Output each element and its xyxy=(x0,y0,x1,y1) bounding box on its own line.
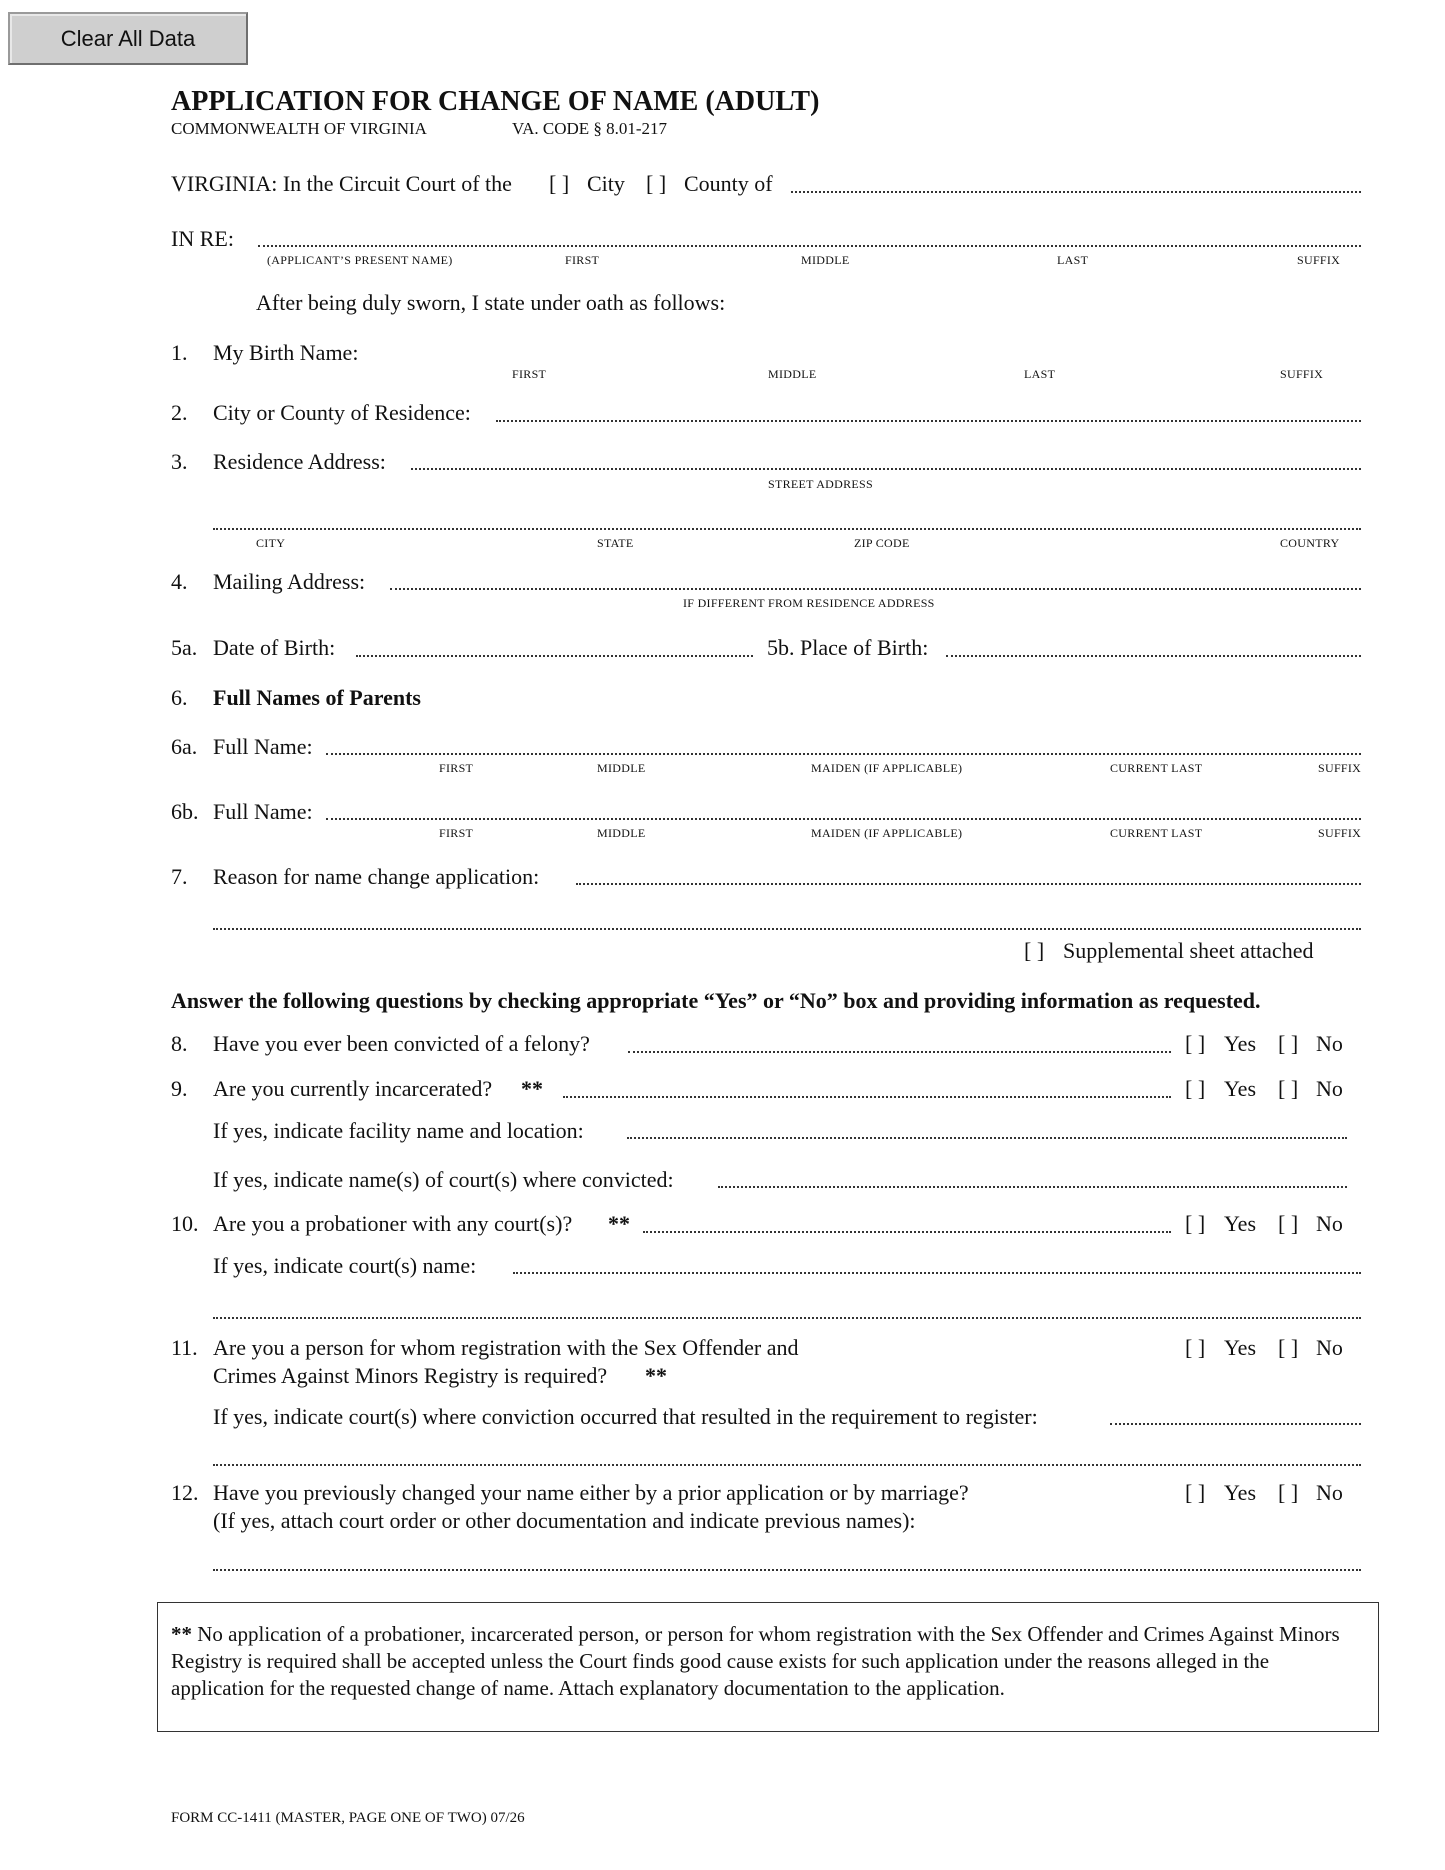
parent-suffix-caption: SUFFIX xyxy=(1318,761,1362,775)
item-number: 12. xyxy=(171,1480,199,1505)
clear-all-data-button[interactable]: Clear All Data xyxy=(8,12,248,65)
street-address-field[interactable] xyxy=(411,468,1361,470)
q11-text-line2: Crimes Against Minors Registry is required? xyxy=(213,1363,608,1388)
form-number: FORM CC-1411 (MASTER, PAGE ONE OF TWO) 07/26 xyxy=(171,1810,525,1826)
q10-courts-field-line2[interactable] xyxy=(213,1317,1361,1319)
parent-a-name-field[interactable] xyxy=(326,753,1361,755)
note-text: No application of a probationer, incarcerated person, or person for whom registration with the Sex Offender and Crimes Against Minors Registry is required shall be accepted unless the Court finds good cause exists for such application under the reasons alleged in the application for the requested change of name. Attach explanatory documentation to the application. xyxy=(171,1622,1340,1700)
eligibility-note xyxy=(171,1621,1366,1702)
q8-yes-label: Yes xyxy=(1224,1031,1257,1056)
q12-text-line2: (If yes, attach court order or other documentation and indicate previous names): xyxy=(213,1508,916,1533)
item-number: 6. xyxy=(171,685,188,710)
birth-middle-caption: MIDDLE xyxy=(768,367,817,381)
instructions: Answer the following questions by checking appropriate “Yes” or “No” box and providing information as requested. xyxy=(171,988,1261,1013)
city-checkbox[interactable]: [ ] xyxy=(549,171,570,196)
q9-asterisks: ** xyxy=(521,1076,543,1101)
item-number: 7. xyxy=(171,864,188,889)
reason-field-line2[interactable] xyxy=(213,928,1361,930)
parent-middle-caption: MIDDLE xyxy=(597,826,646,840)
q10-asterisks: ** xyxy=(608,1211,630,1236)
va-code-label: VA. CODE § 8.01-217 xyxy=(512,119,668,138)
q11-yes-label: Yes xyxy=(1224,1335,1257,1360)
q11-text-line1: Are you a person for whom registration with the Sex Offender and xyxy=(213,1335,799,1360)
parent-first-caption: FIRST xyxy=(439,826,474,840)
q11-courts-field-line2[interactable] xyxy=(213,1464,1361,1466)
item-number: 11. xyxy=(171,1335,198,1360)
item-number: 8. xyxy=(171,1031,188,1056)
in-re-middle-caption: MIDDLE xyxy=(801,253,850,267)
form-title: APPLICATION FOR CHANGE OF NAME (ADULT) xyxy=(171,86,820,117)
in-re-last-caption: LAST xyxy=(1057,253,1089,267)
parent-maiden-caption: MAIDEN (IF APPLICABLE) xyxy=(811,826,963,840)
residence-city-field[interactable] xyxy=(496,420,1361,422)
q11-no-checkbox[interactable]: [ ] xyxy=(1278,1335,1299,1360)
q10-yes-checkbox[interactable]: [ ] xyxy=(1185,1211,1206,1236)
q8-text: Have you ever been convicted of a felony? xyxy=(213,1031,590,1056)
item-number: 2. xyxy=(171,400,188,425)
birth-last-caption: LAST xyxy=(1024,367,1056,381)
q12-text-line1: Have you previously changed your name either by a prior application or by marriage? xyxy=(213,1480,969,1505)
reason-field[interactable] xyxy=(576,883,1361,885)
item-number: 3. xyxy=(171,449,188,474)
q10-courts-label: If yes, indicate court(s) name: xyxy=(213,1253,477,1278)
item-number: 6b. xyxy=(171,799,199,824)
county-checkbox[interactable]: [ ] xyxy=(646,171,667,196)
city-label: City xyxy=(587,171,625,196)
item-number: 5a. xyxy=(171,635,198,660)
oath-statement: After being duly sworn, I state under oath as follows: xyxy=(256,290,726,315)
q9-facility-field[interactable] xyxy=(627,1137,1347,1139)
q9-no-checkbox[interactable]: [ ] xyxy=(1278,1076,1299,1101)
zip-caption: ZIP CODE xyxy=(854,536,910,550)
note-asterisks: ** xyxy=(171,1622,192,1646)
item-number: 4. xyxy=(171,569,188,594)
birth-name-label: My Birth Name: xyxy=(213,340,359,365)
q12-yes-checkbox[interactable]: [ ] xyxy=(1185,1480,1206,1505)
item-number: 1. xyxy=(171,340,188,365)
q8-yes-checkbox[interactable]: [ ] xyxy=(1185,1031,1206,1056)
reason-label: Reason for name change application: xyxy=(213,864,540,889)
present-name-field[interactable] xyxy=(258,245,1361,247)
q8-no-checkbox[interactable]: [ ] xyxy=(1278,1031,1299,1056)
item-number: 6a. xyxy=(171,734,198,759)
present-name-caption: (APPLICANT’S PRESENT NAME) xyxy=(267,253,453,267)
item-number: 10. xyxy=(171,1211,199,1236)
q9-text: Are you currently incarcerated? xyxy=(213,1076,493,1101)
q8-no-label: No xyxy=(1316,1031,1343,1056)
street-address-caption: STREET ADDRESS xyxy=(768,477,873,491)
if-different-caption: IF DIFFERENT FROM RESIDENCE ADDRESS xyxy=(683,596,935,610)
country-caption: COUNTRY xyxy=(1280,536,1340,550)
q11-courts-field[interactable] xyxy=(1110,1423,1361,1425)
parent-maiden-caption: MAIDEN (IF APPLICABLE) xyxy=(811,761,963,775)
state-caption: STATE xyxy=(597,536,634,550)
residence-address-label: Residence Address: xyxy=(213,449,386,474)
city-caption: CITY xyxy=(256,536,286,550)
pob-label: 5b. Place of Birth: xyxy=(767,635,929,660)
city-state-zip-field[interactable] xyxy=(213,528,1361,530)
q9-yes-label: Yes xyxy=(1224,1076,1257,1101)
county-label: County of xyxy=(684,171,773,196)
q12-no-label: No xyxy=(1316,1480,1343,1505)
court-name-field[interactable] xyxy=(791,191,1361,193)
parent-suffix-caption: SUFFIX xyxy=(1318,826,1362,840)
q12-no-checkbox[interactable]: [ ] xyxy=(1278,1480,1299,1505)
parent-current-last-caption: CURRENT LAST xyxy=(1110,826,1203,840)
residence-city-label: City or County of Residence: xyxy=(213,400,471,425)
q10-no-label: No xyxy=(1316,1211,1343,1236)
q10-yes-label: Yes xyxy=(1224,1211,1257,1236)
pob-field[interactable] xyxy=(946,655,1361,657)
q9-no-label: No xyxy=(1316,1076,1343,1101)
supplemental-label: Supplemental sheet attached xyxy=(1063,938,1314,963)
court-prefix: VIRGINIA: In the Circuit Court of the xyxy=(171,171,512,196)
in-re-first-caption: FIRST xyxy=(565,253,600,267)
parent-b-name-field[interactable] xyxy=(326,818,1361,820)
parent-first-caption: FIRST xyxy=(439,761,474,775)
mailing-address-label: Mailing Address: xyxy=(213,569,366,594)
birth-name-field[interactable] xyxy=(385,338,1361,364)
full-name-a-label: Full Name: xyxy=(213,734,313,759)
q9-facility-label: If yes, indicate facility name and location: xyxy=(213,1118,584,1143)
mailing-address-field[interactable] xyxy=(390,588,1361,590)
birth-suffix-caption: SUFFIX xyxy=(1280,367,1324,381)
q8-leader xyxy=(628,1051,1171,1053)
q12-yes-label: Yes xyxy=(1224,1480,1257,1505)
dob-label: Date of Birth: xyxy=(213,635,336,660)
q9-courts-field[interactable] xyxy=(718,1186,1347,1188)
parents-heading: Full Names of Parents xyxy=(213,685,421,710)
in-re-label: IN RE: xyxy=(171,226,234,251)
parent-current-last-caption: CURRENT LAST xyxy=(1110,761,1203,775)
q9-courts-label: If yes, indicate name(s) of court(s) where convicted: xyxy=(213,1167,674,1192)
supplemental-checkbox[interactable]: [ ] xyxy=(1024,938,1045,963)
q10-leader xyxy=(643,1231,1171,1233)
q11-courts-label: If yes, indicate court(s) where conviction occurred that resulted in the requirement to register: xyxy=(213,1404,1038,1429)
full-name-b-label: Full Name: xyxy=(213,799,313,824)
in-re-suffix-caption: SUFFIX xyxy=(1297,253,1341,267)
q10-courts-field[interactable] xyxy=(513,1272,1361,1274)
q9-yes-checkbox[interactable]: [ ] xyxy=(1185,1076,1206,1101)
q10-no-checkbox[interactable]: [ ] xyxy=(1278,1211,1299,1236)
parent-middle-caption: MIDDLE xyxy=(597,761,646,775)
q11-yes-checkbox[interactable]: [ ] xyxy=(1185,1335,1206,1360)
q11-asterisks: ** xyxy=(645,1363,667,1388)
q11-no-label: No xyxy=(1316,1335,1343,1360)
q9-leader xyxy=(563,1096,1171,1098)
commonwealth-label: COMMONWEALTH OF VIRGINIA xyxy=(171,119,427,138)
item-number: 9. xyxy=(171,1076,188,1101)
q10-text: Are you a probationer with any court(s)? xyxy=(213,1211,573,1236)
birth-first-caption: FIRST xyxy=(512,367,547,381)
dob-field[interactable] xyxy=(356,655,753,657)
previous-names-field[interactable] xyxy=(213,1569,1361,1571)
